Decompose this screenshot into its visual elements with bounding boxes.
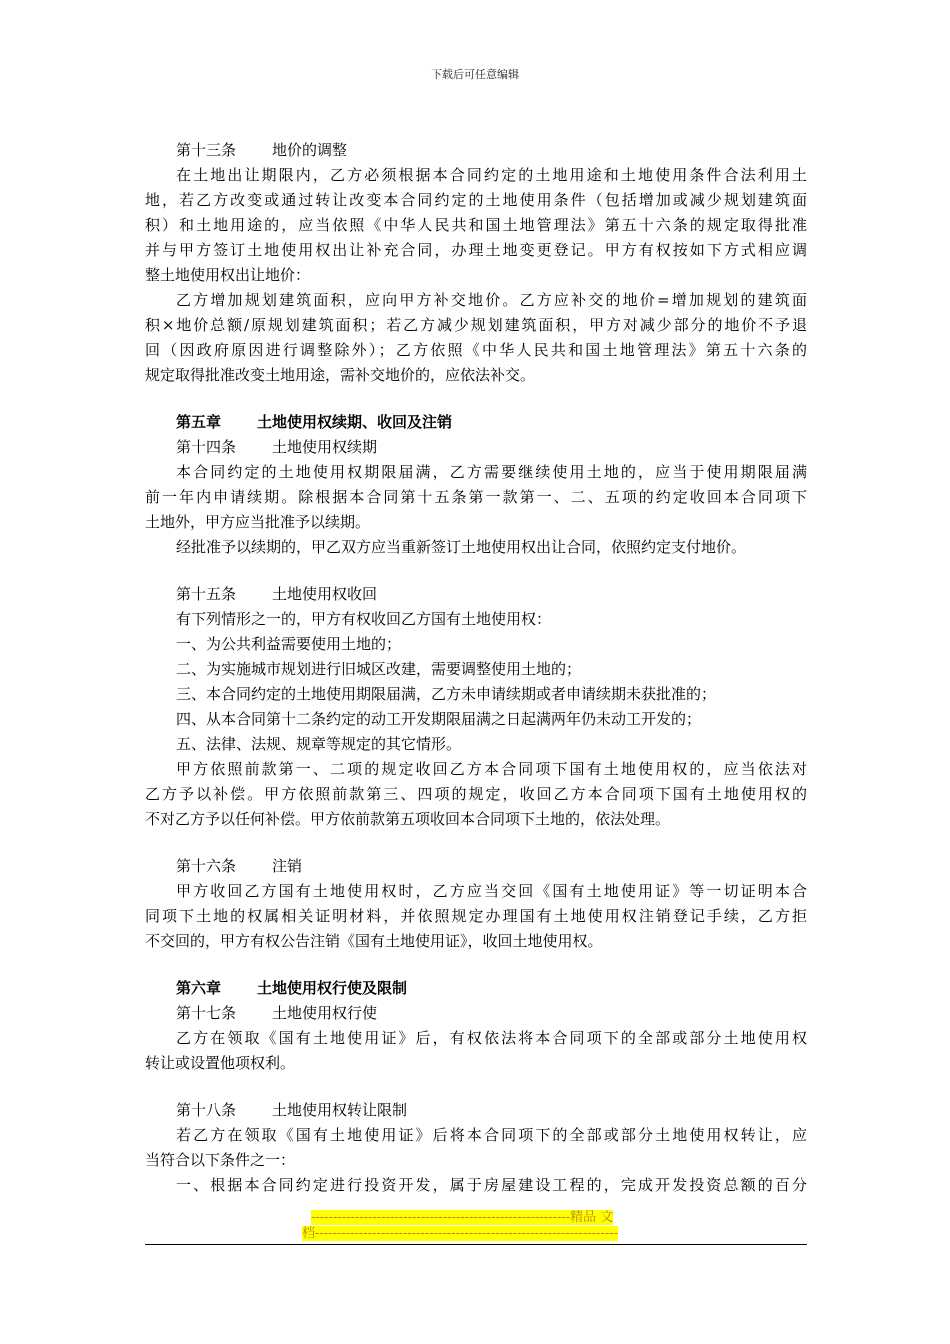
paragraph-line: 甲方收回乙方国有土地使用权时，乙方应当交回《国有土地使用证》等一切证明本合 <box>176 882 807 900</box>
paragraph-line: 经批准予以续期的，甲乙双方应当重新签订土地使用权出让合同，依照约定支付地价。 <box>176 538 747 556</box>
paragraph-line: 积）和土地用途的，应当依照《中华人民共和国土地管理法》第五十六条的规定取得批准 <box>145 216 807 234</box>
paragraph-line: 规定取得批准改变土地用途，需补交地价的，应依法补交。 <box>145 366 536 384</box>
paragraph-line: 甲方依照前款第一、二项的规定收回乙方本合同项下国有土地使用权的，应当依法对 <box>176 760 807 778</box>
paragraph-line: 转让或设置他项权利。 <box>145 1054 296 1072</box>
chapter-number: 第五章 <box>176 413 222 431</box>
article-number: 第十三条 <box>176 141 237 159</box>
article-15-heading <box>145 582 807 607</box>
paragraph-line: 地，若乙方改变或通过转让改变本合同约定的土地使用条件（包括增加或减少规划建筑面 <box>145 191 807 209</box>
paragraph-line: 前一年内申请续期。除根据本合同第十五条第一款第一、二、五项的约定收回本合同项下 <box>145 488 807 506</box>
article-title: 土地使用权转让限制 <box>272 1101 408 1119</box>
paragraph-line: 不交回的，甲方有权公告注销《国有土地使用证》，收回土地使用权。 <box>145 932 603 950</box>
paragraph-line: 本合同约定的土地使用权期限届满，乙方需要继续使用土地的，应当于使用期限届满 <box>176 463 807 481</box>
chapter-5-heading <box>145 410 807 435</box>
article-13-heading <box>145 138 807 163</box>
footer-watermark-line-2: 档--------------------------------------------------------------------- <box>302 1226 619 1241</box>
chapter-6-heading <box>145 976 807 1001</box>
footer-rule <box>145 1244 807 1245</box>
list-item: 五、法律、法规、规章等规定的其它情形。 <box>176 735 462 753</box>
article-title: 土地使用权续期 <box>272 438 378 456</box>
paragraph-line: 回（因政府原因进行调整除外）；乙方依照《中华人民共和国土地管理法》第五十六条的 <box>145 341 807 359</box>
footer-watermark-line-1: -----------------------------------------------------------精品 文 <box>311 1210 614 1225</box>
paragraph-line: 乙方在领取《国有土地使用证》后，有权依法将本合同项下的全部或部分土地使用权 <box>176 1029 807 1047</box>
list-item: 一、为公共利益需要使用土地的； <box>176 635 402 653</box>
paragraph-line: 有下列情形之一的，甲方有权收回乙方国有土地使用权： <box>176 610 552 628</box>
list-item: 三、本合同约定的土地使用期限届满，乙方未申请续期或者申请续期未获批准的； <box>176 685 717 703</box>
article-number: 第十六条 <box>176 857 237 875</box>
chapter-title: 土地使用权行使及限制 <box>257 979 408 997</box>
article-title: 土地使用权收回 <box>272 585 378 603</box>
paragraph-line: 在土地出让期限内，乙方必须根据本合同约定的土地用途和土地使用条件合法利用土 <box>176 166 807 184</box>
list-item: 四、从本合同第十二条约定的动工开发期限届满之日起满两年仍未动工开发的； <box>176 710 702 728</box>
paragraph-line: 若乙方在领取《国有土地使用证》后将本合同项下的全部或部分土地使用权转让，应 <box>176 1126 807 1144</box>
article-number: 第十四条 <box>176 438 237 456</box>
paragraph-line: 一、根据本合同约定进行投资开发，属于房屋建设工程的，完成开发投资总额的百分 <box>176 1176 807 1194</box>
article-17-heading <box>145 1001 807 1026</box>
article-16-heading <box>145 854 807 879</box>
list-item: 二、为实施城市规划进行旧城区改建，需要调整使用土地的； <box>176 660 582 678</box>
page-header: 下载后可任意编辑 <box>431 68 519 81</box>
chapter-title: 土地使用权续期、收回及注销 <box>257 413 453 431</box>
paragraph-line: 乙方增加规划建筑面积，应向甲方补交地价。乙方应补交的地价=增加规划的建筑面 <box>176 291 807 309</box>
paragraph-line: 当符合以下条件之一： <box>145 1151 296 1169</box>
paragraph-line: 并与甲方签订土地使用权出让补充合同，办理土地变更登记。甲方有权按如下方式相应调 <box>145 241 807 259</box>
article-number: 第十八条 <box>176 1101 237 1119</box>
article-title: 注销 <box>272 857 303 875</box>
article-number: 第十五条 <box>176 585 237 603</box>
paragraph-line: 同项下土地的权属相关证明材料，并依照规定办理国有土地使用权注销登记手续，乙方拒 <box>145 907 807 925</box>
article-title: 土地使用权行使 <box>272 1004 378 1022</box>
article-14-heading <box>145 435 807 460</box>
paragraph-line: 不对乙方予以任何补偿。甲方依前款第五项收回本合同项下土地的，依法处理。 <box>145 810 671 828</box>
paragraph-line: 整土地使用权出让地价： <box>145 266 311 284</box>
paragraph-line: 积×地价总额/原规划建筑面积；若乙方减少规划建筑面积，甲方对减少部分的地价不予退 <box>145 316 807 334</box>
chapter-number: 第六章 <box>176 979 222 997</box>
article-number: 第十七条 <box>176 1004 237 1022</box>
document-body <box>145 138 807 1198</box>
paragraph-line: 乙方予以补偿。甲方依照前款第三、四项的规定，收回乙方本合同项下国有土地使用权的 <box>145 785 807 803</box>
paragraph-line: 土地外，甲方应当批准予以续期。 <box>145 513 371 531</box>
article-18-heading <box>145 1098 807 1123</box>
article-title: 地价的调整 <box>272 141 348 159</box>
